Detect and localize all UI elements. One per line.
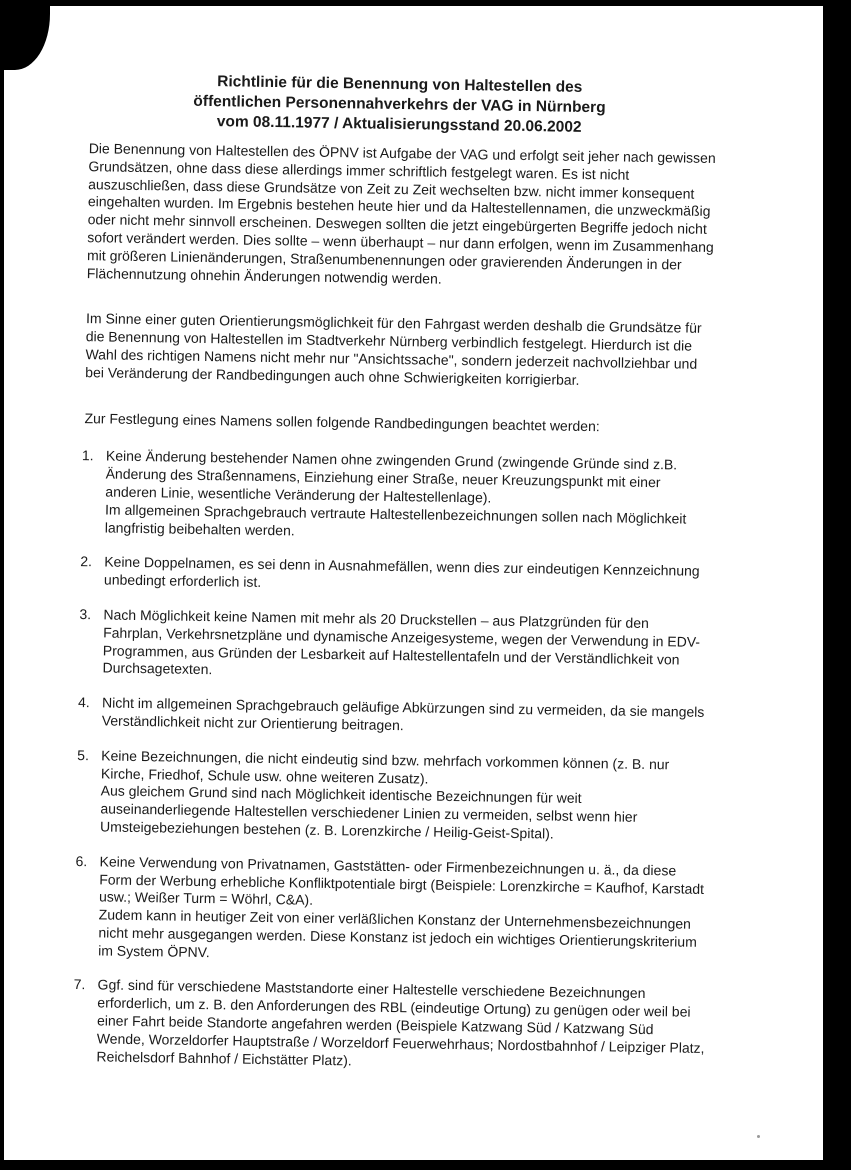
rule-text: Keine Änderung bestehender Namen ohne zwingenden Grund (zwingende Gründe sind z.B. Änderung des Straßennamens, Einziehung einer Straße, neuer Kreuzungspunkt mit einer anderen Linie, wesentliche Veränderung der Haltestellenlage). — [105, 447, 678, 506]
scan-corner-shadow — [0, 0, 50, 70]
scan-border-right — [823, 0, 851, 1170]
rule-text: Keine Verwendung von Privatnamen, Gaststätten- oder Firmenbezeichnungen u. ä., da diese Form der Werbung erhebliche Konfliktpotentiale birgt (Beispiele: Lorenzkirche = Kaufhof, Karstadt usw.; Weißer Turm = Wöhrl, C&A). — [98, 853, 705, 909]
document-title — [79, 70, 720, 140]
rule-text: Keine Bezeichnungen, die nicht eindeutig sind bzw. mehrfach vorkommen können (z. B. nur Kirche, Friedhof, Schule usw. ohne weiteren Zusatz). — [100, 747, 670, 787]
rule-number: 2. — [80, 553, 93, 570]
rule-number: 4. — [77, 694, 90, 711]
paragraph-intro: Die Benennung von Haltestellen des ÖPNV ist Aufgabe der VAG und erfolgt seit jeher nach gewissen Grundsätzen, ohne dass diese allerdings immer schriftlich festgelegt waren. Es ist nicht auszuschließen, dass diese Grundsätze von Zeit zu Zeit wechselten bzw. nicht immer konsequent eingehalten wurden. Im Ergebnis bestehen heute hier und da Haltestellennamen, die unzweckmäßig oder nicht mehr sinnvoll erscheinen. Deswegen sollten die jetzt eingebürgerten Begriffe jedoch nicht sofort verändert werden. Dies sollte – wenn überhaupt – nur dann erfolgen, wenn im Zusammenhang mit größeren Linienänderungen, Straßenumbenennungen oder gravierenden Änderungen in der Flächennutzung ohnehin Änderungen notwendig werden. — [86, 140, 716, 287]
rule-number: 6. — [75, 852, 88, 869]
paragraph-purpose: Im Sinne einer guten Orientierungsmöglichkeit für den Fahrgast werden deshalb die Grundsätze für die Benennung von Haltestellen im Stadtverkehr Nürnberg verbindlich festgelegt. Hierdurch ist die Wahl des richtigen Namens nicht mehr nur "Ansichtssache", sondern jederzeit nachvollziehbar und bei Veränderung der Randbedingungen auch ohne Schwierigkeiten korrigierbar. — [85, 310, 702, 388]
rule-item — [73, 447, 714, 546]
rule-number: 1. — [81, 447, 94, 464]
title-line-1: Richtlinie für die Benennung von Haltestellen des — [217, 73, 583, 96]
rules-list — [64, 447, 714, 1075]
paragraph-conditions-lead: Zur Festlegung eines Namens sollen folgende Randbedingungen beachtet werden: — [84, 409, 600, 434]
rule-text: Ggf. sind für verschiedene Maststandorte einer Haltestelle verschiedene Bezeichnungen erforderlich, um z. B. den Anforderungen des RBL (eindeutige Ortung) zu genügen oder weil bei einer Fahrt beide Standorte angefahren werden (Beispiele Katzwang Süd / Katzwang Süd Wende, Worzeldorfer Hauptstraße / Worzeldorf Feuerwehrhaus; Nordostbahnhof / Leipziger Platz, Reichelsdorf Bahnhof / Eichstätter Platz). — [96, 976, 705, 1069]
scan-speck — [757, 1135, 760, 1138]
rule-number: 5. — [77, 746, 90, 763]
rule-item — [70, 606, 711, 687]
rule-text: Keine Doppelnamen, es sei denn in Ausnahmefällen, wenn dies zur eindeutigen Kennzeichnung unbedingt erforderlich ist. — [103, 553, 700, 591]
rule-number: 3. — [79, 605, 92, 623]
rule-item — [64, 976, 705, 1075]
rule-item — [70, 694, 710, 740]
document-page — [64, 70, 720, 1092]
rule-number: 7. — [73, 976, 86, 993]
scan-border-top — [0, 0, 851, 6]
rule-text: Nach Möglichkeit keine Namen mit mehr als 20 Druckstellen – aus Platzgründen für den Fahrplan, Verkehrsnetzpläne und dynamische Anzeigesysteme, wegen der Verwendung in EDV-Programmen, aus Gründen der Lesbarkeit auf Haltestellentafeln und der Verständlichkeit von Durchsagetexten. — [102, 606, 701, 678]
title-line-2: öffentlichen Personennahverkehrs der VAG in Nürnberg — [193, 92, 606, 117]
rule-extra: Im allgemeinen Sprachgebrauch vertraute Haltestellenbezeichnungen sollen nach Möglichkeit langfristig beibehalten werden. — [104, 501, 687, 538]
scan-border-bottom — [0, 1160, 851, 1170]
rule-extra: Zudem kann in heutiger Zeit von einer verläßlichen Konstanz der Unternehmensbezeichnungen nicht mehr ausgegangen werden. Diese Konstanz ist jedoch ein wichtiges Orientierungskriterium im System ÖPNV. — [98, 906, 697, 960]
rule-text: Nicht im allgemeinen Sprachgebrauch geläufige Abkürzungen sind zu vermeiden, da sie mangels Verständlichkeit nicht zur Orientierung beitragen. — [101, 694, 705, 734]
rule-item — [68, 747, 709, 846]
rule-item — [66, 853, 708, 970]
scan-border-left — [0, 0, 4, 1170]
rule-item — [72, 553, 712, 599]
rule-extra: Aus gleichem Grund sind nach Möglichkeit identische Bezeichnungen für weit auseinanderliegende Haltestellen verschiedener Linien zu vermeiden, selbst wenn hier Umsteigebeziehungen bestehen (z. B. Lorenzkirche / Heilig-Geist-Spital). — [99, 782, 638, 842]
title-line-3: vom 08.11.1977 / Aktualisierungsstand 20.06.2002 — [216, 113, 582, 136]
